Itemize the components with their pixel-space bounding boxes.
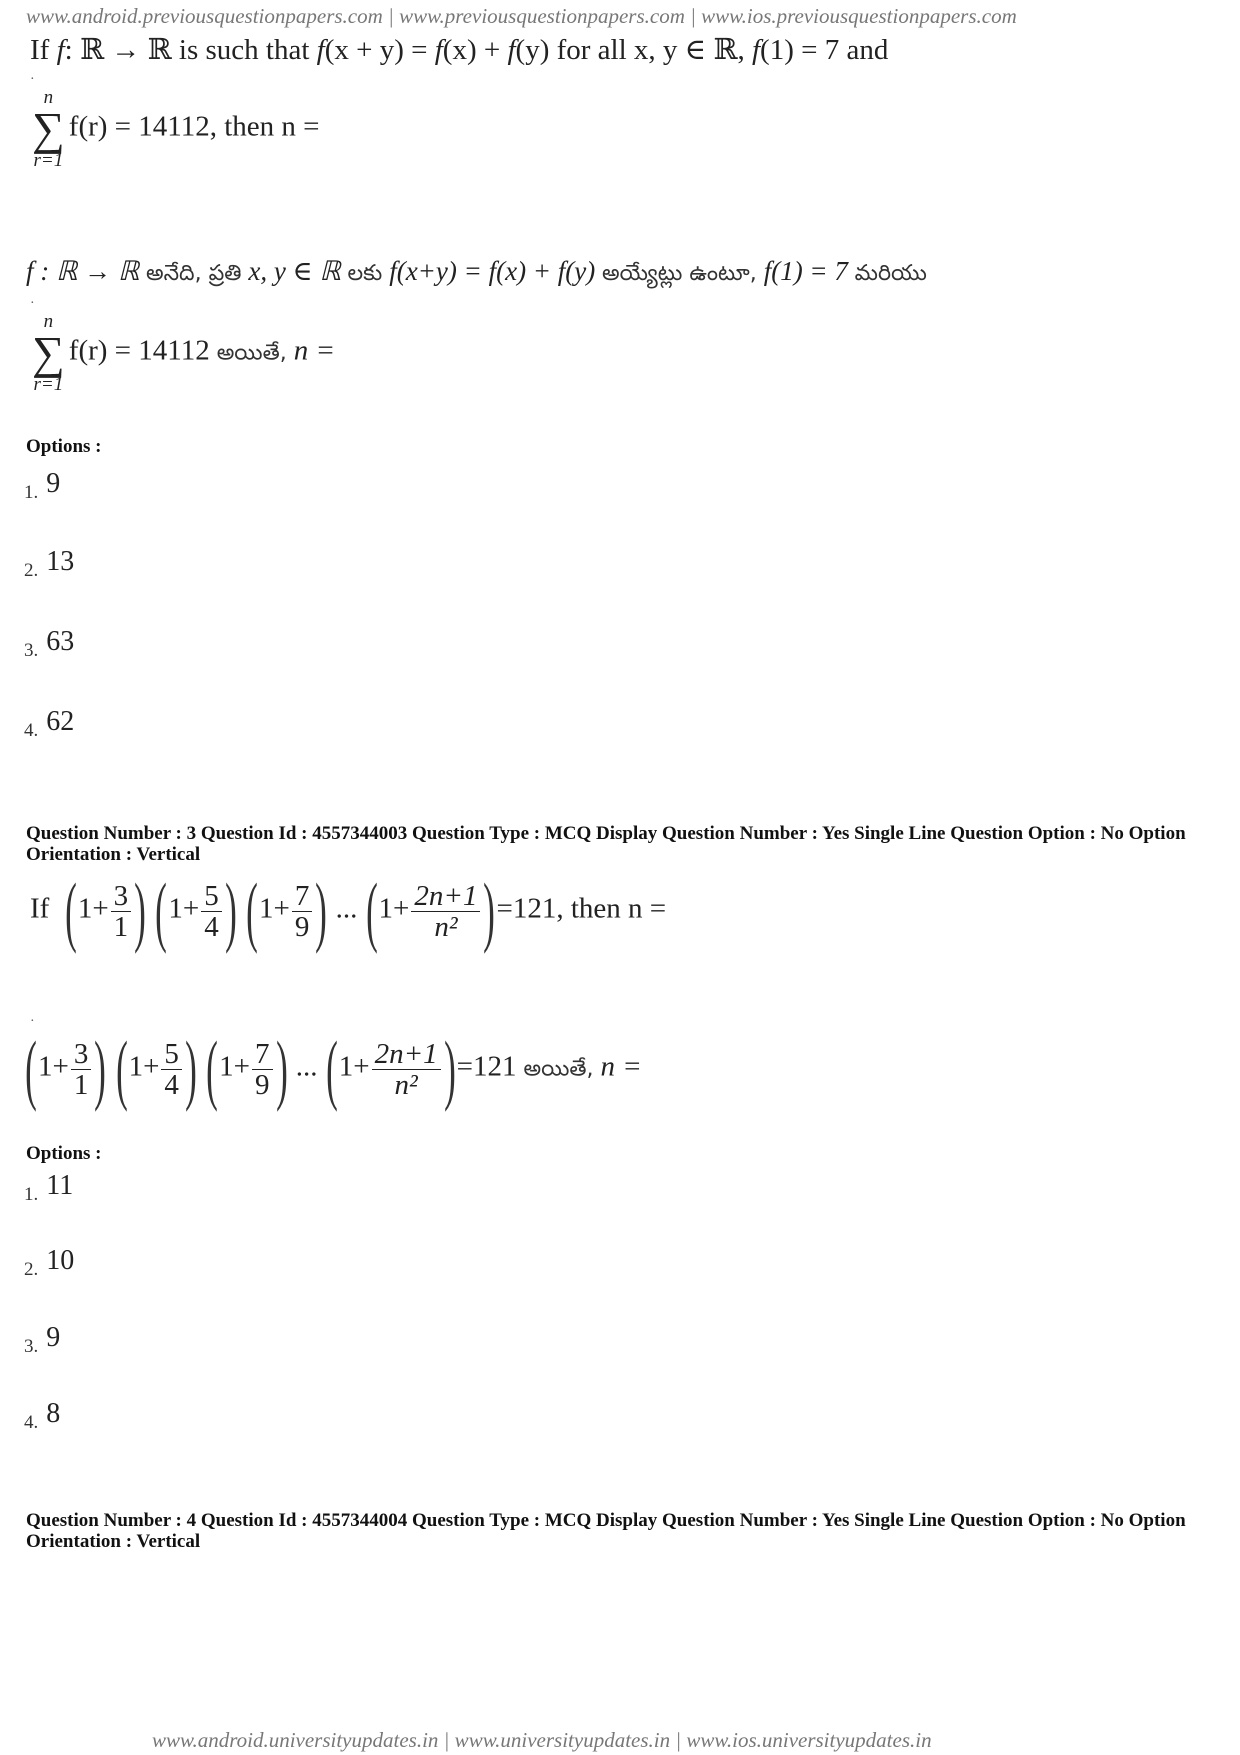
q3-dot: · xyxy=(30,1014,35,1029)
q2-option-2[interactable]: $_{2.}$ 13 xyxy=(24,546,75,581)
q2-option-1[interactable]: $_{1.}$ 9 xyxy=(24,468,61,503)
q2-english-line1: If f: ℝ → ℝ is such that f(x + y) = f(x) + f(y) for all x, y ∈ ℝ, f(1) = 7 and xyxy=(30,34,889,66)
q2-telugu-sum: n ∑ r=1 f(r) = 14112 అయితే, n = xyxy=(32,311,336,395)
q2-option-3[interactable]: $_{3.}$ 63 xyxy=(24,626,75,661)
footer-watermark: www.android.universityupdates.in | www.universityupdates.in | www.ios.universityupdates.in xyxy=(152,1728,932,1752)
q3-header: Question Number : 3 Question Id : 4557344003 Question Type : MCQ Display Question Number : Yes Single Line Question Option : No Option Orientation : Vertical xyxy=(26,823,1186,865)
q3-telugu-product: (1+ $\frac{3}{1}$ ) (1+ $\frac{5}{4}$ ) (1+ $\frac{7}{9}$ ) ... (1+ $\frac{2n+1}{\text{n²}}$ )=121 అయితే, n = xyxy=(25,1025,642,1112)
q3-option-2[interactable]: $_{2.}$ 10 xyxy=(24,1245,75,1280)
q3-options-label: Options : xyxy=(26,1143,102,1164)
q2-options-label: Options : xyxy=(26,436,102,457)
q3-option-4[interactable]: $_{4.}$ 8 xyxy=(24,1398,61,1433)
q2-dot: · xyxy=(30,72,35,87)
q3-option-3[interactable]: $_{3.}$ 9 xyxy=(24,1322,61,1357)
header-watermark: www.android.previousquestionpapers.com | www.previousquestionpapers.com | www.ios.previousquestionpapers.com xyxy=(26,4,1017,28)
summation-symbol: n ∑ r=1 xyxy=(32,87,65,171)
summation-symbol-telugu: n ∑ r=1 xyxy=(32,311,65,395)
q2-telugu-dot: · xyxy=(30,296,35,311)
q2-english-sum: n ∑ r=1 f(r) = 14112, then n = xyxy=(32,87,320,171)
q2-option-4[interactable]: $_{4.}$ 62 xyxy=(24,706,75,741)
q4-header: Question Number : 4 Question Id : 4557344004 Question Type : MCQ Display Question Number : Yes Single Line Question Option : No Option Orientation : Vertical xyxy=(26,1510,1186,1552)
q3-english-product: If (1+ $\frac{3}{1}$ ) (1+ $\frac{5}{4}$ ) (1+ $\frac{7}{9}$ ) ... (1+ $\frac{2n+1}{\text{n²}}$ )=121, then n = xyxy=(30,867,667,954)
q3-option-1[interactable]: $_{1.}$ 11 xyxy=(24,1170,74,1205)
q2-telugu-line1: f : ℝ → ℝ అనేది, ప్రతి x, y ∈ ℝ లకు f(x+y) = f(x) + f(y) అయ్యేట్లు ఉంటూ, f(1) = 7 మరియు xyxy=(26,256,927,286)
